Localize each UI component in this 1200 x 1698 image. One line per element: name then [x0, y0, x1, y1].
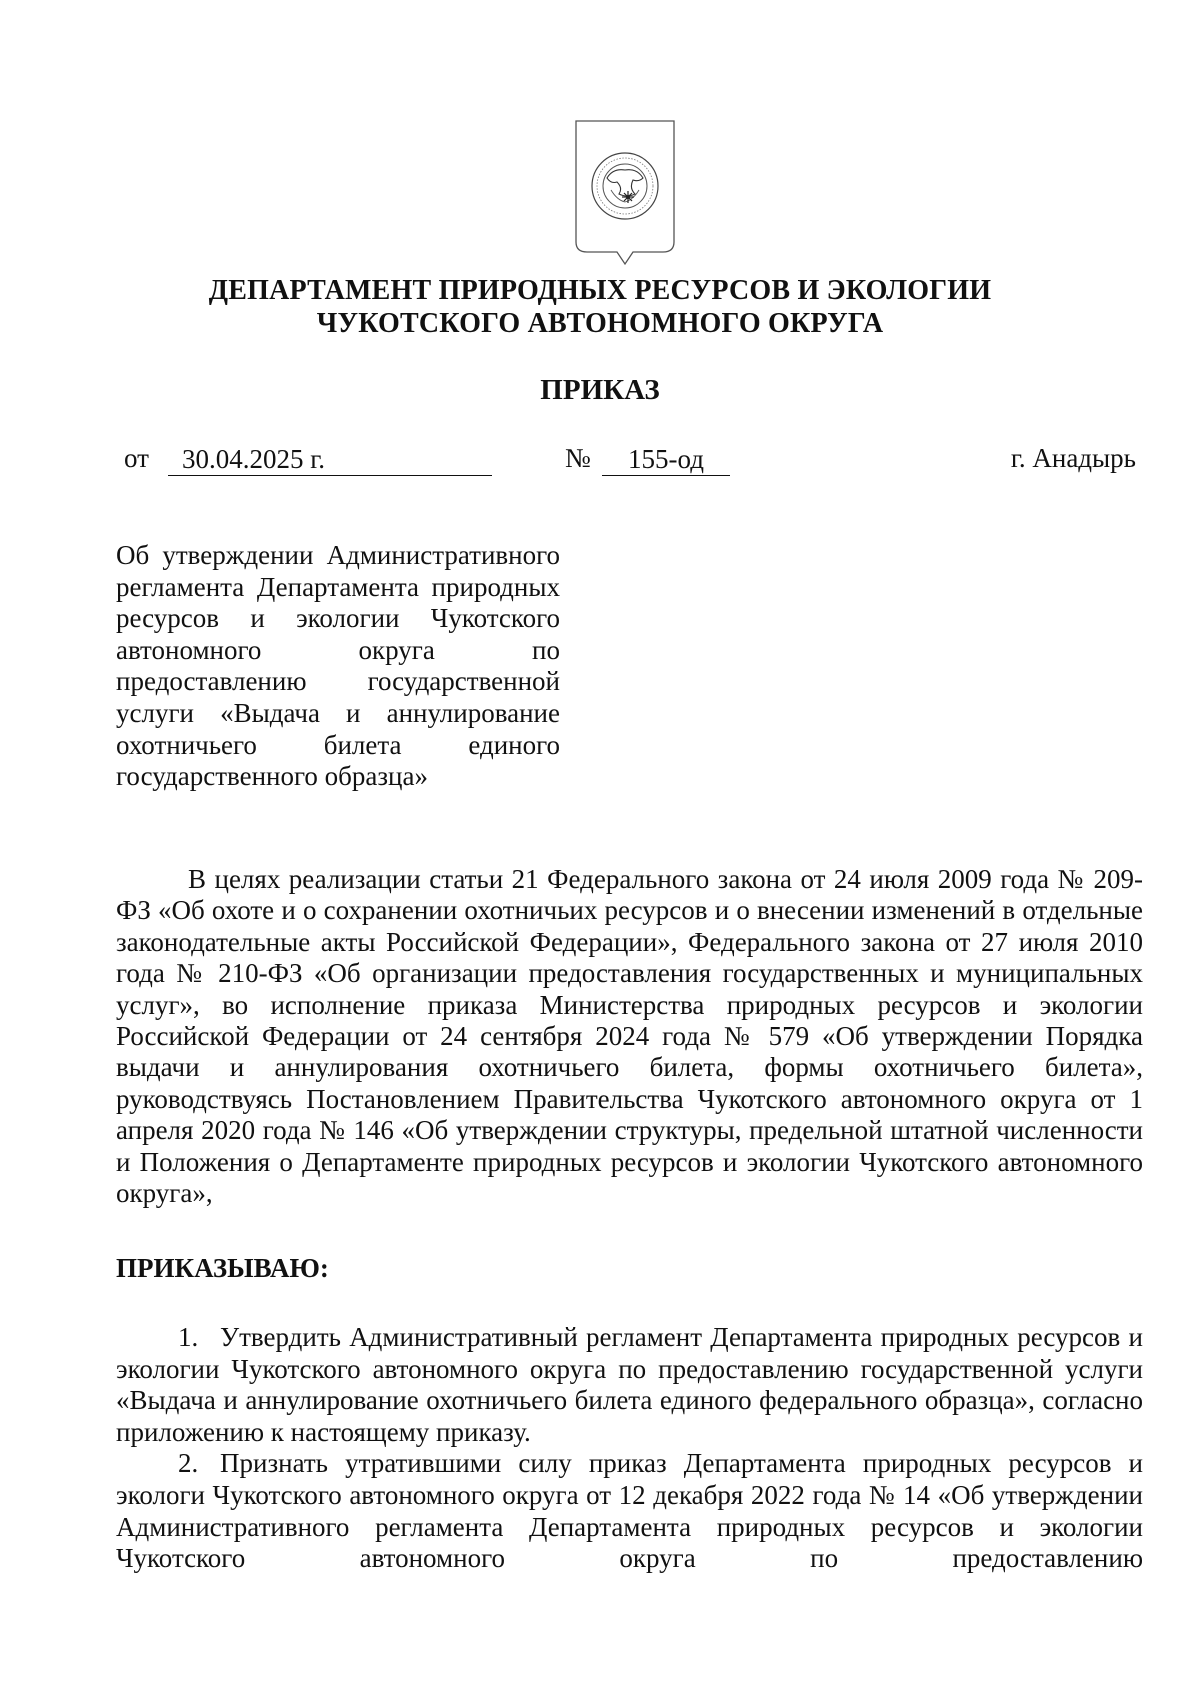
- order-items: [116, 1322, 1143, 1575]
- order-item-text: Признать утратившими силу приказ Департамента природных ресурсов и экологи Чукотского автономного округа от 12 декабря 2022 года № 14 «Об утверждении Административного регламента Департамента природных ресурсов и экологии Чукотского автономного округа по предоставлению: [116, 1448, 1143, 1574]
- document-type-title: ПРИКАЗ: [540, 374, 660, 406]
- number-prefix: №: [565, 443, 591, 473]
- preamble-paragraph: В целях реализации статьи 21 Федерального закона от 24 июля 2009 года № 209-ФЗ «Об охоте и о сохранении охотничьих ресурсов и о внесении изменений в отдельные законодательные акты Российской Федерации», Федерального закона от 27 июля 2010 года № 210-ФЗ «Об организации предоставления государственных и муниципальных услуг», во исполнение приказа Министерства природных ресурсов и экологии Российской Федерации от 24 сентября 2024 года № 579 «Об утверждении Порядка выдачи и аннулирования охотничьего билета, формы охотничьего билета», руководствуясь Постановлением Правительства Чукотского автономного округа от 1 апреля 2020 года № 146 «Об утверждении структуры, предельной штатной численности и Положения о Департаменте природных ресурсов и экологии Чукотского автономного округа»,: [116, 864, 1143, 1209]
- order-item-number: 1.: [178, 1322, 199, 1352]
- order-subject: Об утверждении Административного регламента Департамента природных ресурсов и экологии Чукотского автономного округа по предоставлению государственной услуги «Выдача и аннулирование охотничьего билета единого государственного образца»: [116, 540, 560, 792]
- chukotka-coat-of-arms-icon: [573, 118, 677, 266]
- order-item: [116, 1322, 1143, 1448]
- command-heading: ПРИКАЗЫВАЮ:: [116, 1253, 329, 1283]
- order-number: 155-од: [602, 443, 730, 476]
- order-item-number: 2.: [178, 1448, 199, 1479]
- department-name-line-1: ДЕПАРТАМЕНТ ПРИРОДНЫХ РЕСУРСОВ И ЭКОЛОГИИ: [208, 275, 992, 306]
- department-name-line-2: ЧУКОТСКОГО АВТОНОМНОГО ОКРУГА: [316, 308, 884, 339]
- order-item-text: Утвердить Административный регламент Департамента природных ресурсов и экологии Чукотского автономного округа по предоставлению государственной услуги «Выдача и аннулирование охотничьего билета единого федерального образца», согласно приложению к настоящему приказу.: [116, 1322, 1143, 1447]
- date-prefix: от: [124, 443, 149, 473]
- order-details: [0, 443, 1200, 483]
- order-date: 30.04.2025 г.: [168, 443, 492, 476]
- order-item: [116, 1448, 1143, 1574]
- department-name: [0, 274, 1200, 340]
- order-city: г. Анадырь: [1010, 443, 1136, 473]
